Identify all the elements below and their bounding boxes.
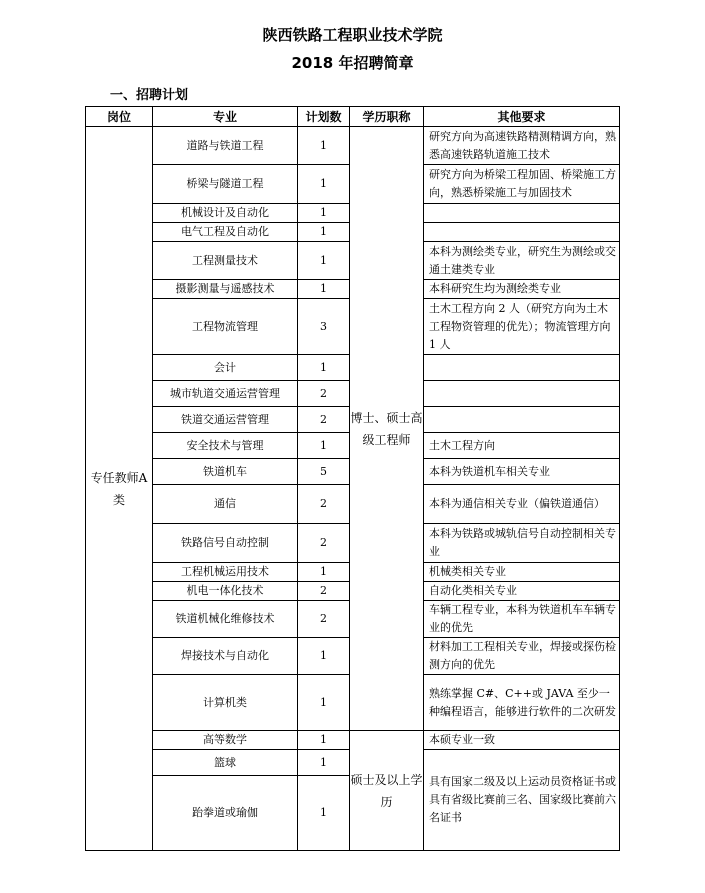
- requirement-cell: 本硕专业一致: [424, 731, 620, 750]
- requirement-cell: 本科为通信相关专业（偏铁道通信）: [424, 485, 620, 524]
- requirement-cell: [424, 355, 620, 381]
- major-cell: 机械设计及自动化: [153, 204, 298, 223]
- header-degree: 学历职称: [350, 107, 424, 127]
- major-cell: 铁路信号自动控制: [153, 524, 298, 563]
- major-cell: 工程物流管理: [153, 299, 298, 355]
- header-post: 岗位: [86, 107, 153, 127]
- document-title: 陕西铁路工程职业技术学院: [262, 26, 443, 44]
- major-cell: 电气工程及自动化: [153, 223, 298, 242]
- requirement-cell: 本科研究生均为测绘类专业: [424, 280, 620, 299]
- major-cell: 城市轨道交通运营管理: [153, 381, 298, 407]
- count-cell: 1: [298, 223, 350, 242]
- requirement-cell: [424, 204, 620, 223]
- requirement-cell: 材料加工工程相关专业，焊接或探伤检测方向的优先: [424, 638, 620, 675]
- count-cell: 5: [298, 459, 350, 485]
- requirement-cell: 具有国家二级及以上运动员资格证书或具有省级比赛前三名、国家级比赛前六名证书: [424, 750, 620, 851]
- degree-cell: 硕士及以上学历: [350, 731, 424, 851]
- count-cell: 1: [298, 204, 350, 223]
- major-cell: 通信: [153, 485, 298, 524]
- major-cell: 道路与铁道工程: [153, 127, 298, 165]
- count-cell: 2: [298, 524, 350, 563]
- table-row: [86, 127, 620, 165]
- count-cell: 2: [298, 381, 350, 407]
- count-cell: 1: [298, 165, 350, 204]
- count-cell: 3: [298, 299, 350, 355]
- header-count: 计划数: [298, 107, 350, 127]
- requirement-cell: 本科为铁道机车相关专业: [424, 459, 620, 485]
- requirement-cell: 土木工程方向 2 人（研究方向为土木工程物资管理的优先）；物流管理方向 1 人: [424, 299, 620, 355]
- major-cell: 铁道机械化维修技术: [153, 601, 298, 638]
- count-cell: 1: [298, 776, 350, 851]
- requirement-cell: 自动化类相关专业: [424, 582, 620, 601]
- requirement-cell: [424, 223, 620, 242]
- requirement-cell: 本科为铁路或城轨信号自动控制相关专业: [424, 524, 620, 563]
- major-cell: 计算机类: [153, 675, 298, 731]
- post-cell: 专任教师A类: [86, 127, 153, 851]
- count-cell: 1: [298, 563, 350, 582]
- section-heading: 一、招聘计划: [110, 88, 189, 103]
- count-cell: 1: [298, 127, 350, 165]
- requirement-cell: 熟练掌握 C#、C++或 JAVA 至少一种编程语言，能够进行软件的二次研发: [424, 675, 620, 731]
- count-cell: 1: [298, 280, 350, 299]
- major-cell: 安全技术与管理: [153, 433, 298, 459]
- requirement-cell: [424, 381, 620, 407]
- requirement-cell: 车辆工程专业，本科为铁道机车车辆专业的优先: [424, 601, 620, 638]
- major-cell: 工程机械运用技术: [153, 563, 298, 582]
- header-major: 专业: [153, 107, 298, 127]
- count-cell: 2: [298, 485, 350, 524]
- major-cell: 桥梁与隧道工程: [153, 165, 298, 204]
- major-cell: 工程测量技术: [153, 242, 298, 280]
- table-header-row: [86, 107, 620, 127]
- count-cell: 1: [298, 731, 350, 750]
- recruitment-table: [85, 106, 620, 851]
- major-cell: 机电一体化技术: [153, 582, 298, 601]
- requirement-cell: 机械类相关专业: [424, 563, 620, 582]
- major-cell: 篮球: [153, 750, 298, 776]
- major-cell: 高等数学: [153, 731, 298, 750]
- requirement-cell: 研究方向为高速铁路精测精调方向，熟悉高速铁路轨道施工技术: [424, 127, 620, 165]
- header-requirements: 其他要求: [424, 107, 620, 127]
- count-cell: 1: [298, 355, 350, 381]
- requirement-cell: [424, 407, 620, 433]
- major-cell: 铁道机车: [153, 459, 298, 485]
- document-subtitle: 2018 年招聘简章: [291, 54, 414, 72]
- count-cell: 2: [298, 582, 350, 601]
- requirement-cell: 研究方向为桥梁工程加固、桥梁施工方向，熟悉桥梁施工与加固技术: [424, 165, 620, 204]
- count-cell: 1: [298, 750, 350, 776]
- count-cell: 2: [298, 407, 350, 433]
- count-cell: 1: [298, 242, 350, 280]
- count-cell: 2: [298, 601, 350, 638]
- major-cell: 会计: [153, 355, 298, 381]
- requirement-cell: 本科为测绘类专业，研究生为测绘或交通土建类专业: [424, 242, 620, 280]
- count-cell: 1: [298, 638, 350, 675]
- major-cell: 铁道交通运营管理: [153, 407, 298, 433]
- count-cell: 1: [298, 675, 350, 731]
- major-cell: 焊接技术与自动化: [153, 638, 298, 675]
- count-cell: 1: [298, 433, 350, 459]
- major-cell: 摄影测量与遥感技术: [153, 280, 298, 299]
- table-row: [86, 731, 620, 750]
- requirement-cell: 土木工程方向: [424, 433, 620, 459]
- major-cell: 跆拳道或瑜伽: [153, 776, 298, 851]
- degree-cell: 博士、硕士高级工程师: [350, 127, 424, 731]
